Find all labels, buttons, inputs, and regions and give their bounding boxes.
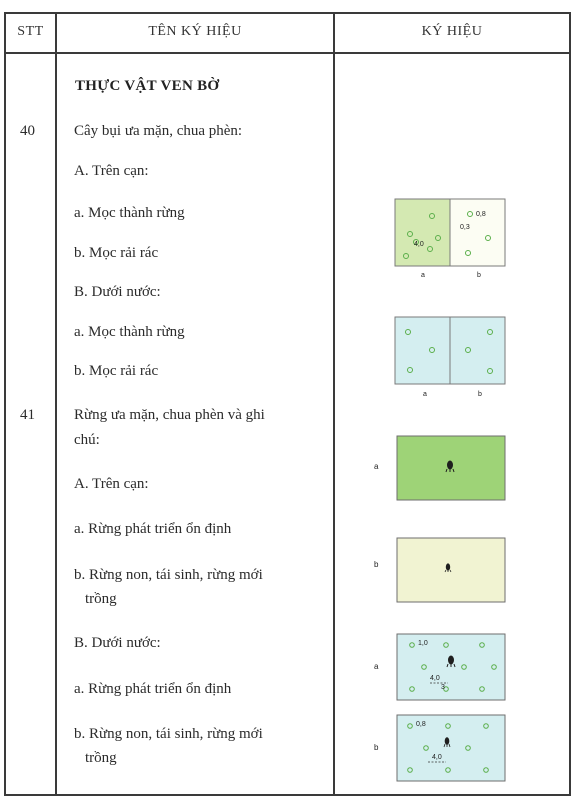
dimension-label: 0,8 <box>416 721 426 728</box>
table-border-left <box>4 12 6 796</box>
item-line: trồng <box>85 750 117 766</box>
item-line: a. Mọc thành rừng <box>74 324 185 340</box>
dimension-label: 0,3 <box>460 224 470 231</box>
item-line: b. Rừng non, tái sinh, rừng mới <box>74 567 263 583</box>
dimension-label: 4,0 <box>432 754 442 761</box>
subgroup-land: A. Trên cạn: <box>74 163 149 179</box>
item-line: a. Rừng phát triển ổn định <box>74 681 232 697</box>
subgroup-land: A. Trên cạn: <box>74 476 149 492</box>
shrub-water-sparse-swatch <box>450 317 505 384</box>
dimension-label: 4,0 <box>414 241 424 248</box>
subgroup-water: B. Dưới nước: <box>74 284 161 300</box>
forest-water-young-swatch <box>397 715 505 781</box>
header-symbol-name: TÊN KÝ HIỆU <box>148 24 242 39</box>
header-stt: STT <box>17 24 44 39</box>
forest-land-stable-symbol <box>396 435 506 501</box>
item-line: b. Mọc rải rác <box>74 363 159 379</box>
header-symbol: KÝ HIỆU <box>421 24 483 39</box>
dimension-label: 3 <box>441 684 445 691</box>
table-border-right <box>569 12 571 796</box>
item-number: 41 <box>20 407 35 423</box>
item-line: b. Rừng non, tái sinh, rừng mới <box>74 726 263 742</box>
shrub-water-symbol <box>394 316 506 400</box>
shrub-land-symbol <box>394 198 506 282</box>
item-line: trồng <box>85 591 117 607</box>
forest-water-stable-symbol <box>396 633 506 701</box>
table-border-bottom <box>4 794 571 796</box>
column-divider-name <box>333 12 335 796</box>
item-line: a. Mọc thành rừng <box>74 205 185 221</box>
forest-water-young-symbol <box>396 714 506 782</box>
item-line: a. Rừng phát triển ổn định <box>74 521 232 537</box>
item-title: Cây bụi ưa mặn, chua phèn: <box>74 123 243 139</box>
item-title: chú: <box>74 432 100 448</box>
forest-land-young-symbol <box>396 537 506 603</box>
sub-label-a: a <box>421 272 425 279</box>
sub-label-a: a <box>374 462 379 471</box>
sub-label-b: b <box>374 743 379 752</box>
shrub-sparse-swatch <box>450 199 505 266</box>
item-title: Rừng ưa mặn, chua phèn và ghi <box>74 407 265 423</box>
column-divider-stt <box>55 12 57 796</box>
item-number: 40 <box>20 123 35 139</box>
dimension-label: 4,0 <box>430 675 440 682</box>
dimension-label: 0,8 <box>476 211 486 218</box>
dimension-label: 1,0 <box>418 640 428 647</box>
sub-label-a: a <box>423 391 427 398</box>
sub-label-a: a <box>374 662 379 671</box>
section-title: THỰC VẬT VEN BỜ <box>75 78 220 94</box>
sub-label-b: b <box>478 391 482 398</box>
sub-label-b: b <box>477 272 481 279</box>
sub-label-b: b <box>374 560 379 569</box>
shrub-water-dense-swatch <box>395 317 450 384</box>
subgroup-water: B. Dưới nước: <box>74 635 161 651</box>
header-divider <box>4 52 571 54</box>
item-line: b. Mọc rải rác <box>74 245 159 261</box>
forest-young-swatch <box>397 538 505 602</box>
